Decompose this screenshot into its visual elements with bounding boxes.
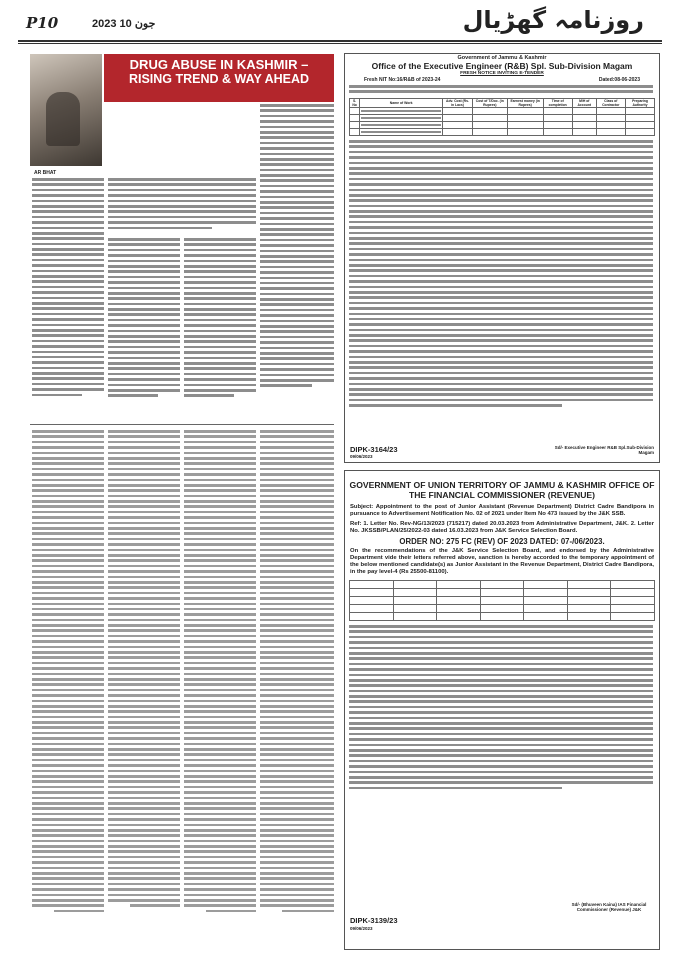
order-number: ORDER NO: 275 FC (REV) OF 2023 DATED: 07-/06/2023. [399, 537, 605, 546]
article-column-4 [260, 104, 334, 418]
order-body: On the recommendations of the J&K Service Selection Board, and endorsed by the Administrative Department vide their letters referred above, sanction is hereby accorded to the temporary appointment of the below mentioned candidate(s) as Junior Assistant in the Revenue Department, District Cadre Bandipora, in the pay level-4 (Rs 25500-81100). [350, 548, 654, 575]
tender-advertisement [344, 53, 660, 463]
headline-line-2: RISING TREND & WAY AHEAD [128, 72, 310, 86]
article-headline [104, 54, 334, 102]
tender-dept: Government of Jammu & Kashmir [457, 55, 547, 61]
order-advertisement [344, 470, 660, 950]
order-subject: Subject: Appointment to the post of Junior Assistant (Revenue Department) District Cadre Bandipora in pursuance to Advertisement Notification No. 02 of 2021 under Item No 473 issued by the J&K SSB. [350, 504, 654, 517]
headline-line-1: DRUG ABUSE IN KASHMIR – [129, 57, 309, 72]
article-divider [30, 424, 334, 425]
tender-intro [349, 85, 653, 95]
urdu-column-4 [260, 430, 334, 950]
tender-signature: Sd/- Executive Engineer R&B Spl.Sub-Division Magam [554, 445, 654, 455]
tender-col-mh: M/H of Account [572, 99, 596, 108]
urdu-column-3 [184, 430, 256, 950]
order-ref: Ref: 1. Letter No. Rev-NG/13/2023 (715217) dated 20.03.2023 from Administrative Department, J&K. 2. Letter No. JKSSB/PLAN/25/2022-03 dated 16.03.2023 from J&K Service Selection Board. [350, 521, 654, 534]
order-dipk-date: 09/06/2023 [350, 926, 373, 931]
masthead-rule [18, 40, 662, 42]
article-byline: AR BHAT [34, 170, 57, 176]
masthead [0, 0, 680, 52]
newspaper-title: روزنامہ گھڑیال [462, 6, 644, 34]
order-conditions [349, 625, 653, 805]
masthead-rule-thin [18, 43, 662, 44]
order-dipk: DIPK-3139/23 [350, 916, 398, 925]
article-column-2 [108, 238, 180, 418]
tender-office: Office of the Executive Engineer (R&B) Spl. Sub-Division Magam [371, 61, 633, 71]
order-signature: Sd/- (Bhuveen Kaina) IAS Financial Commissioner (Revenue) J&K [571, 902, 647, 912]
tender-col-cost: Adv. Cost (Rs. in Lacs) [443, 99, 473, 108]
tender-nit-date: Dated:08-06-2023 [598, 77, 640, 83]
issue-date: 2023 جون 10 [92, 18, 156, 30]
urdu-column-1 [32, 430, 104, 950]
page-number: P10 [26, 14, 59, 32]
article-drug-abuse [30, 52, 336, 952]
article-column-3 [184, 238, 256, 418]
tender-col-tdoc: Cost of T/Doc. (in Rupees) [472, 99, 507, 108]
tender-col-work: Name of Work [360, 99, 443, 108]
tender-col-emd: Earnest money (in Rupees) [507, 99, 543, 108]
tender-subtitle: FRESH NOTICE INVITING E-TENDER [460, 71, 544, 76]
order-title: GOVERNMENT OF UNION TERRITORY OF JAMMU & KASHMIR OFFICE OF THE FINANCIAL COMMISSIONER (REVENUE) [349, 480, 655, 500]
tender-col-class: Class of Contractor [596, 99, 625, 108]
tender-terms [349, 140, 653, 440]
urdu-column-2 [108, 430, 180, 950]
tender-dipk: DIPK-3164/23 [350, 445, 398, 454]
tender-nit-no: Fresh NIT No:16/R&B of 2023-24 [364, 77, 441, 83]
article-column-2-top [108, 178, 256, 234]
tender-dipk-date: 09/06/2023 [350, 454, 373, 459]
article-column-1 [32, 178, 104, 418]
tender-col-auth: Preparing Authority [625, 99, 654, 108]
tender-col-time: Time of completion [543, 99, 572, 108]
tender-col-sno: S. No [350, 99, 360, 108]
article-photo [30, 54, 102, 166]
